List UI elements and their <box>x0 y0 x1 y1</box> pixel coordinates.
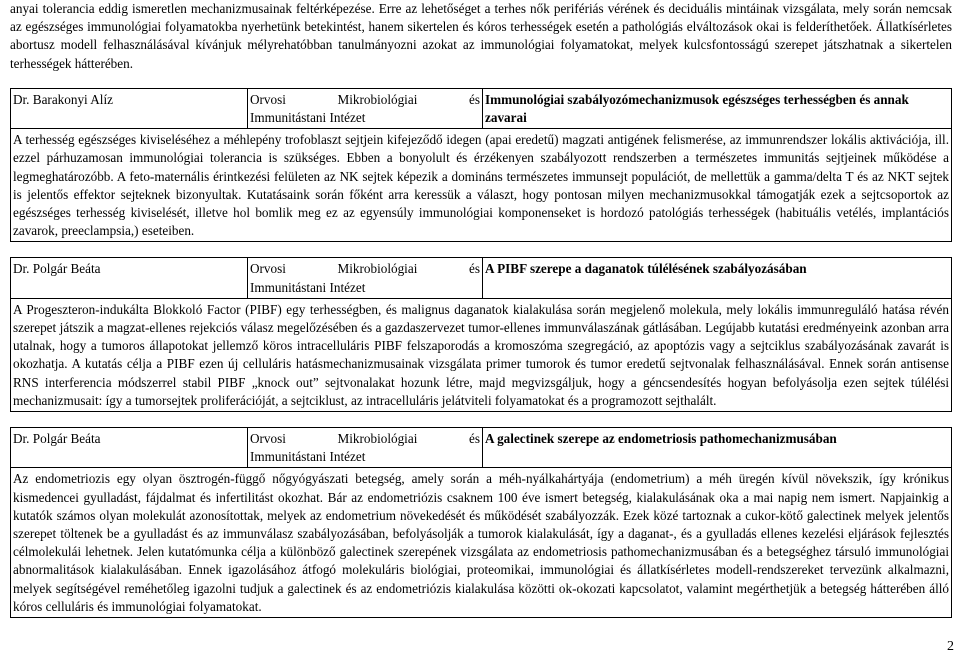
institute-line: Immunitástani Intézet <box>250 449 366 465</box>
institute-word: Orvosi <box>250 261 286 277</box>
research-abstract: Az endometriozis egy olyan ösztrogén-függő nőgyógyászati betegség, amely során a méh-nyálkahártyája (endometrium) a méh üregén kívül növekszik, így krónikus kismedencei gyulladást, fájdalmat és infertilitást okozhat. Bár az endometriózis csaknem 100 éve ismert betegség, kialakulásának oka a mai napig nem ismert. Napjainkig a kutatók számos olyan molekulát azonosítottak, melyek az endometrium növekedését és működését szabályozzák. Ezek közé tartoznak a cukor-kötő galectinek melyek jelentős szerepet töltenek be a gyulladást és az immunválasz szabályozásában, befolyásolják a tumorok kialakulását, így a daganat-, és a gyulladás ellenes kezelési eljárások fejlesztés célmolekulái lehetnek. Jelen kutatómunka célja a különböző galectinek szerepének vizsgálata az endometriosis pathomechanizmusában és a betegséghez társuló immunológiai abnormalitások kialakulásában. Ennek igazolásához átfogó molekuláris biológiai, proteomikai, immunológiai és állatkísérletes modell-rendszereket tervezünk alkalmazni, melyek segítségével reméhetőleg igazolni tudjuk a galectinek és az endometriózis kialakulása közötti ok-okozati kapcsolatot, valamint megérthetjük a betegség hátterében álló kóros celluláris és immunológiai folyamatokat. <box>11 468 952 618</box>
institute-word: Mikrobiológiai <box>337 261 418 277</box>
institute-word: Mikrobiológiai <box>337 431 418 447</box>
institute-name <box>248 428 483 468</box>
institute-line: Immunitástani Intézet <box>250 110 366 126</box>
institute-word: Mikrobiológiai <box>337 91 418 107</box>
institute-name <box>248 88 483 128</box>
research-abstract: A terhesség egészséges kiviseléséhez a méhlepény trofoblaszt sejtjein kifejeződő idegen (apai eredetű) magzati antigének felismerése, az immunrendszer lokális aktivációja, ill. ezzel párhuzamosan immunológiai tolerancia is szükséges. Ebben a bonyolult és érzékenyen szabályozott rendszerben a természetes immunitás sejtjeinek működése a legmeghatározóbb. A feto-maternális érintkezési felületen az NK sejtek képezik a domináns természetes immunsejt populációt, de mellettük a gamma/delta T és az NKT sejtek is jelentős effektor sejteknek bizonyultak. Kutatásaink során főként arra keressük a választ, hogy pontosan milyen mechanizmusokkal támogatják ezek a sejtcsoportok az egészséges terhesség kiviselését, illetve hol bomlik meg ez az egyensúly immunológiai komponenseket is hordozó patológiás terhességek (habituális vetélés, implantációs zavarok, preeclampsia,) eseteiben. <box>11 129 952 242</box>
author-name: Dr. Polgár Beáta <box>11 428 248 468</box>
research-entry-1 <box>10 88 952 243</box>
research-entry-3 <box>10 427 952 618</box>
institute-word: és <box>468 261 480 277</box>
institute-word: Orvosi <box>250 91 286 107</box>
author-name: Dr. Polgár Beáta <box>11 258 248 298</box>
institute-word: Orvosi <box>250 431 286 447</box>
institute-line: Immunitástani Intézet <box>250 279 366 295</box>
research-abstract: A Progeszteron-indukálta Blokkoló Factor (PIBF) egy terhességben, és malignus daganatok kialakulása során megjelenő molekula, mely lokális immunreguláló hatása révén szerepet játszik a magzat-ellenes rejekciós válasz megelőzésében és a gazdaszervezet tumor-ellenes immunválaszának gátlásában. Legújabb kutatási eredményeink azonban arra utalnak, hogy a tumoros állapotokat jellemző köros intracelluláris PIBF felszaporodás a kromoszóma szegregáció, az apoptózis vagy a sejtciklus szabályozásának zavarát is okozhatja. A kutatás célja a PIBF ezen új celluláris hatásmechanizmusainak vizsgálata primer tumorok és tumor eredetű sejtvonalak felhasználásával. Ennek során antisense RNS interferencia módszerrel stabil PIBF „knock out” sejtvonalakat hozunk létre, majd megvizsgáljuk, hogy a géncsendesítés hogyan befolyásolja ezen sejtek túlélési mechanizmusait: így a tumorsejtek proliferációját, a sejtciklust, az intracelluláris jelátviteli folyamatokat és a programozott sejthalált. <box>11 298 952 411</box>
intro-paragraph: anyai tolerancia eddig ismeretlen mechanizmusainak feltérképezése. Erre az lehetőséget a terhes nők perifériás vérének és deciduális mintáinak vizsgálata, mely során nemcsak az egészséges immunológiai folyamatokba nyerhetünk betekintést, hanem sikertelen és kóros terhességek esetén a pathológiás elváltozások okai is felderíthetőek. Állatkísérletes abortusz modell felhasználásával kívánjuk mélyrehatóbban tanulmányozni azokat az immunológiai folyamatokat, melyek kulcsfontosságú szerepet játszhatnak a sikertelen terhességek hátterében. <box>10 1 952 71</box>
author-name: Dr. Barakonyi Alíz <box>11 88 248 128</box>
research-title: A galectinek szerepe az endometriosis pathomechanizmusában <box>483 428 952 468</box>
institute-name <box>248 258 483 298</box>
research-title: Immunológiai szabályozómechanizmusok egészséges terhességben és annak zavarai <box>483 88 952 128</box>
document-page <box>10 0 952 618</box>
research-entry-2 <box>10 257 952 412</box>
institute-word: és <box>468 91 480 107</box>
institute-word: és <box>468 431 480 447</box>
page-number: 2 <box>947 638 954 654</box>
research-title: A PIBF szerepe a daganatok túlélésének szabályozásában <box>483 258 952 298</box>
